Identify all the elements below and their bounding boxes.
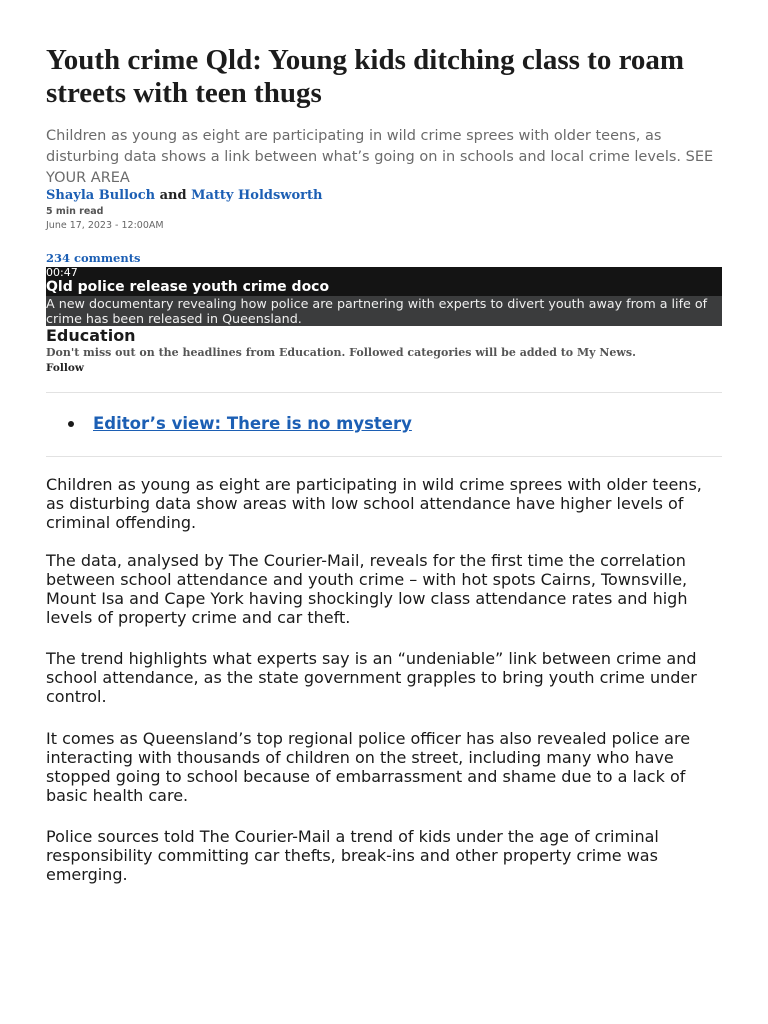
video-description: A new documentary revealing how police are partnering with experts to divert youth away from a life of crime has been released in Queensland. — [46, 296, 708, 326]
divider — [46, 392, 722, 393]
divider — [46, 456, 722, 457]
follow-button[interactable]: Follow — [46, 362, 84, 374]
video-player[interactable] — [46, 267, 722, 326]
topic-heading: Education — [46, 326, 136, 345]
read-time: 5 min read — [46, 206, 104, 217]
byline — [46, 187, 322, 205]
bullet-icon — [68, 421, 74, 427]
topic-follow-note: Don't miss out on the headlines from Education. Followed categories will be added to My News. — [46, 346, 636, 359]
article-standfirst: Children as young as eight are participating in wild crime sprees with older teens, as disturbing data shows a link between what’s going on in schools and local crime levels. SEE YOUR AREA — [46, 128, 714, 186]
related-link[interactable]: Editor’s view: There is no mystery — [93, 414, 412, 433]
video-title[interactable]: Qld police release youth crime doco — [46, 279, 722, 296]
video-duration: 00:47 — [46, 267, 722, 279]
article-headline: Youth crime Qld: Young kids ditching class to roam streets with teen thugs — [46, 44, 685, 109]
publish-date: June 17, 2023 - 12:00AM — [46, 220, 164, 231]
body-paragraph: Police sources told The Courier-Mail a trend of kids under the age of criminal responsibility committing car thefts, break-ins and other property crime was emerging. — [46, 827, 659, 884]
comments-link[interactable]: 234 comments — [46, 251, 141, 265]
author-link-2[interactable]: Matty Holdsworth — [191, 188, 323, 203]
author-link-1[interactable]: Shayla Bulloch — [46, 188, 156, 203]
body-paragraph: Children as young as eight are participating in wild crime sprees with older teens, as disturbing data show areas with low school attendance have higher levels of criminal offending. — [46, 475, 702, 532]
body-paragraph: The trend highlights what experts say is an “undeniable” link between crime and school attendance, as the state government grapples to bring youth crime under control. — [46, 649, 697, 706]
byline-joiner: and — [159, 188, 187, 203]
body-paragraph: It comes as Queensland’s top regional police officer has also revealed police are interacting with thousands of children on the street, including many who have stopped going to school because of embarrassment and shame due to a lack of basic health care. — [46, 729, 691, 805]
body-paragraph: The data, analysed by The Courier-Mail, reveals for the first time the correlation between school attendance and youth crime – with hot spots Cairns, Townsville, Mount Isa and Cape York having shockingly low class attendance rates and high levels of property crime and car theft. — [46, 551, 688, 627]
